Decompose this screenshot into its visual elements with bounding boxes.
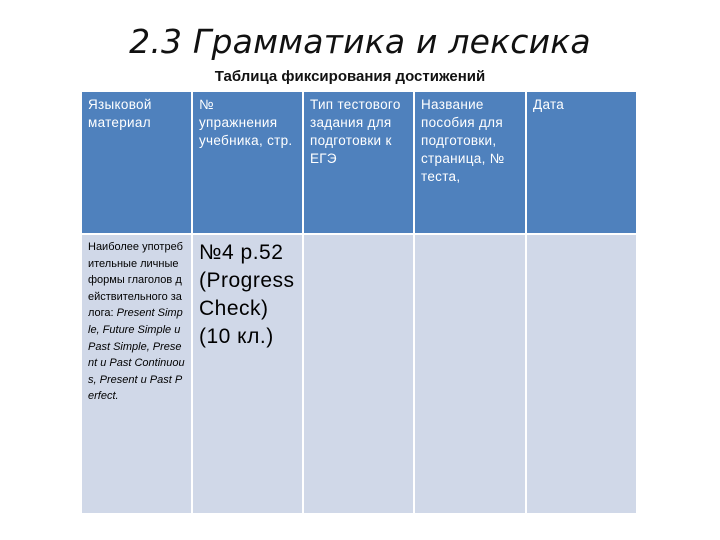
cell-language-material — [81, 234, 192, 514]
header-exercise-number: № упражнения учебника, стр. — [192, 91, 303, 234]
cell-manual — [414, 234, 526, 514]
header-manual-name: Название пособия для подготовки, страница, № теста, — [414, 91, 526, 234]
header-test-type: Тип тестового задания для подготовки к ЕГЭ — [303, 91, 414, 234]
table-caption: Таблица фиксирования достижений — [214, 68, 486, 85]
cell-exercise: №4 p.52 (Progress Check) (10 кл.) — [192, 234, 303, 514]
cell-date — [526, 234, 637, 514]
header-date: Дата — [526, 91, 637, 234]
material-text: Наиболее употребительные личные формы глаголов действительного залога: — [88, 241, 183, 320]
cell-test-type — [303, 234, 414, 514]
header-language-material: Языковой материал — [81, 91, 192, 234]
slide-title: 2.3 Грамматика и лексика — [129, 22, 591, 61]
achievements-table — [80, 90, 638, 515]
material-tenses: Present Simple, Future Simple и Past Simple, Present и Past Continuous, Present и Past Perfect. — [88, 307, 185, 403]
table-row — [81, 234, 637, 514]
table-header-row — [81, 91, 637, 234]
